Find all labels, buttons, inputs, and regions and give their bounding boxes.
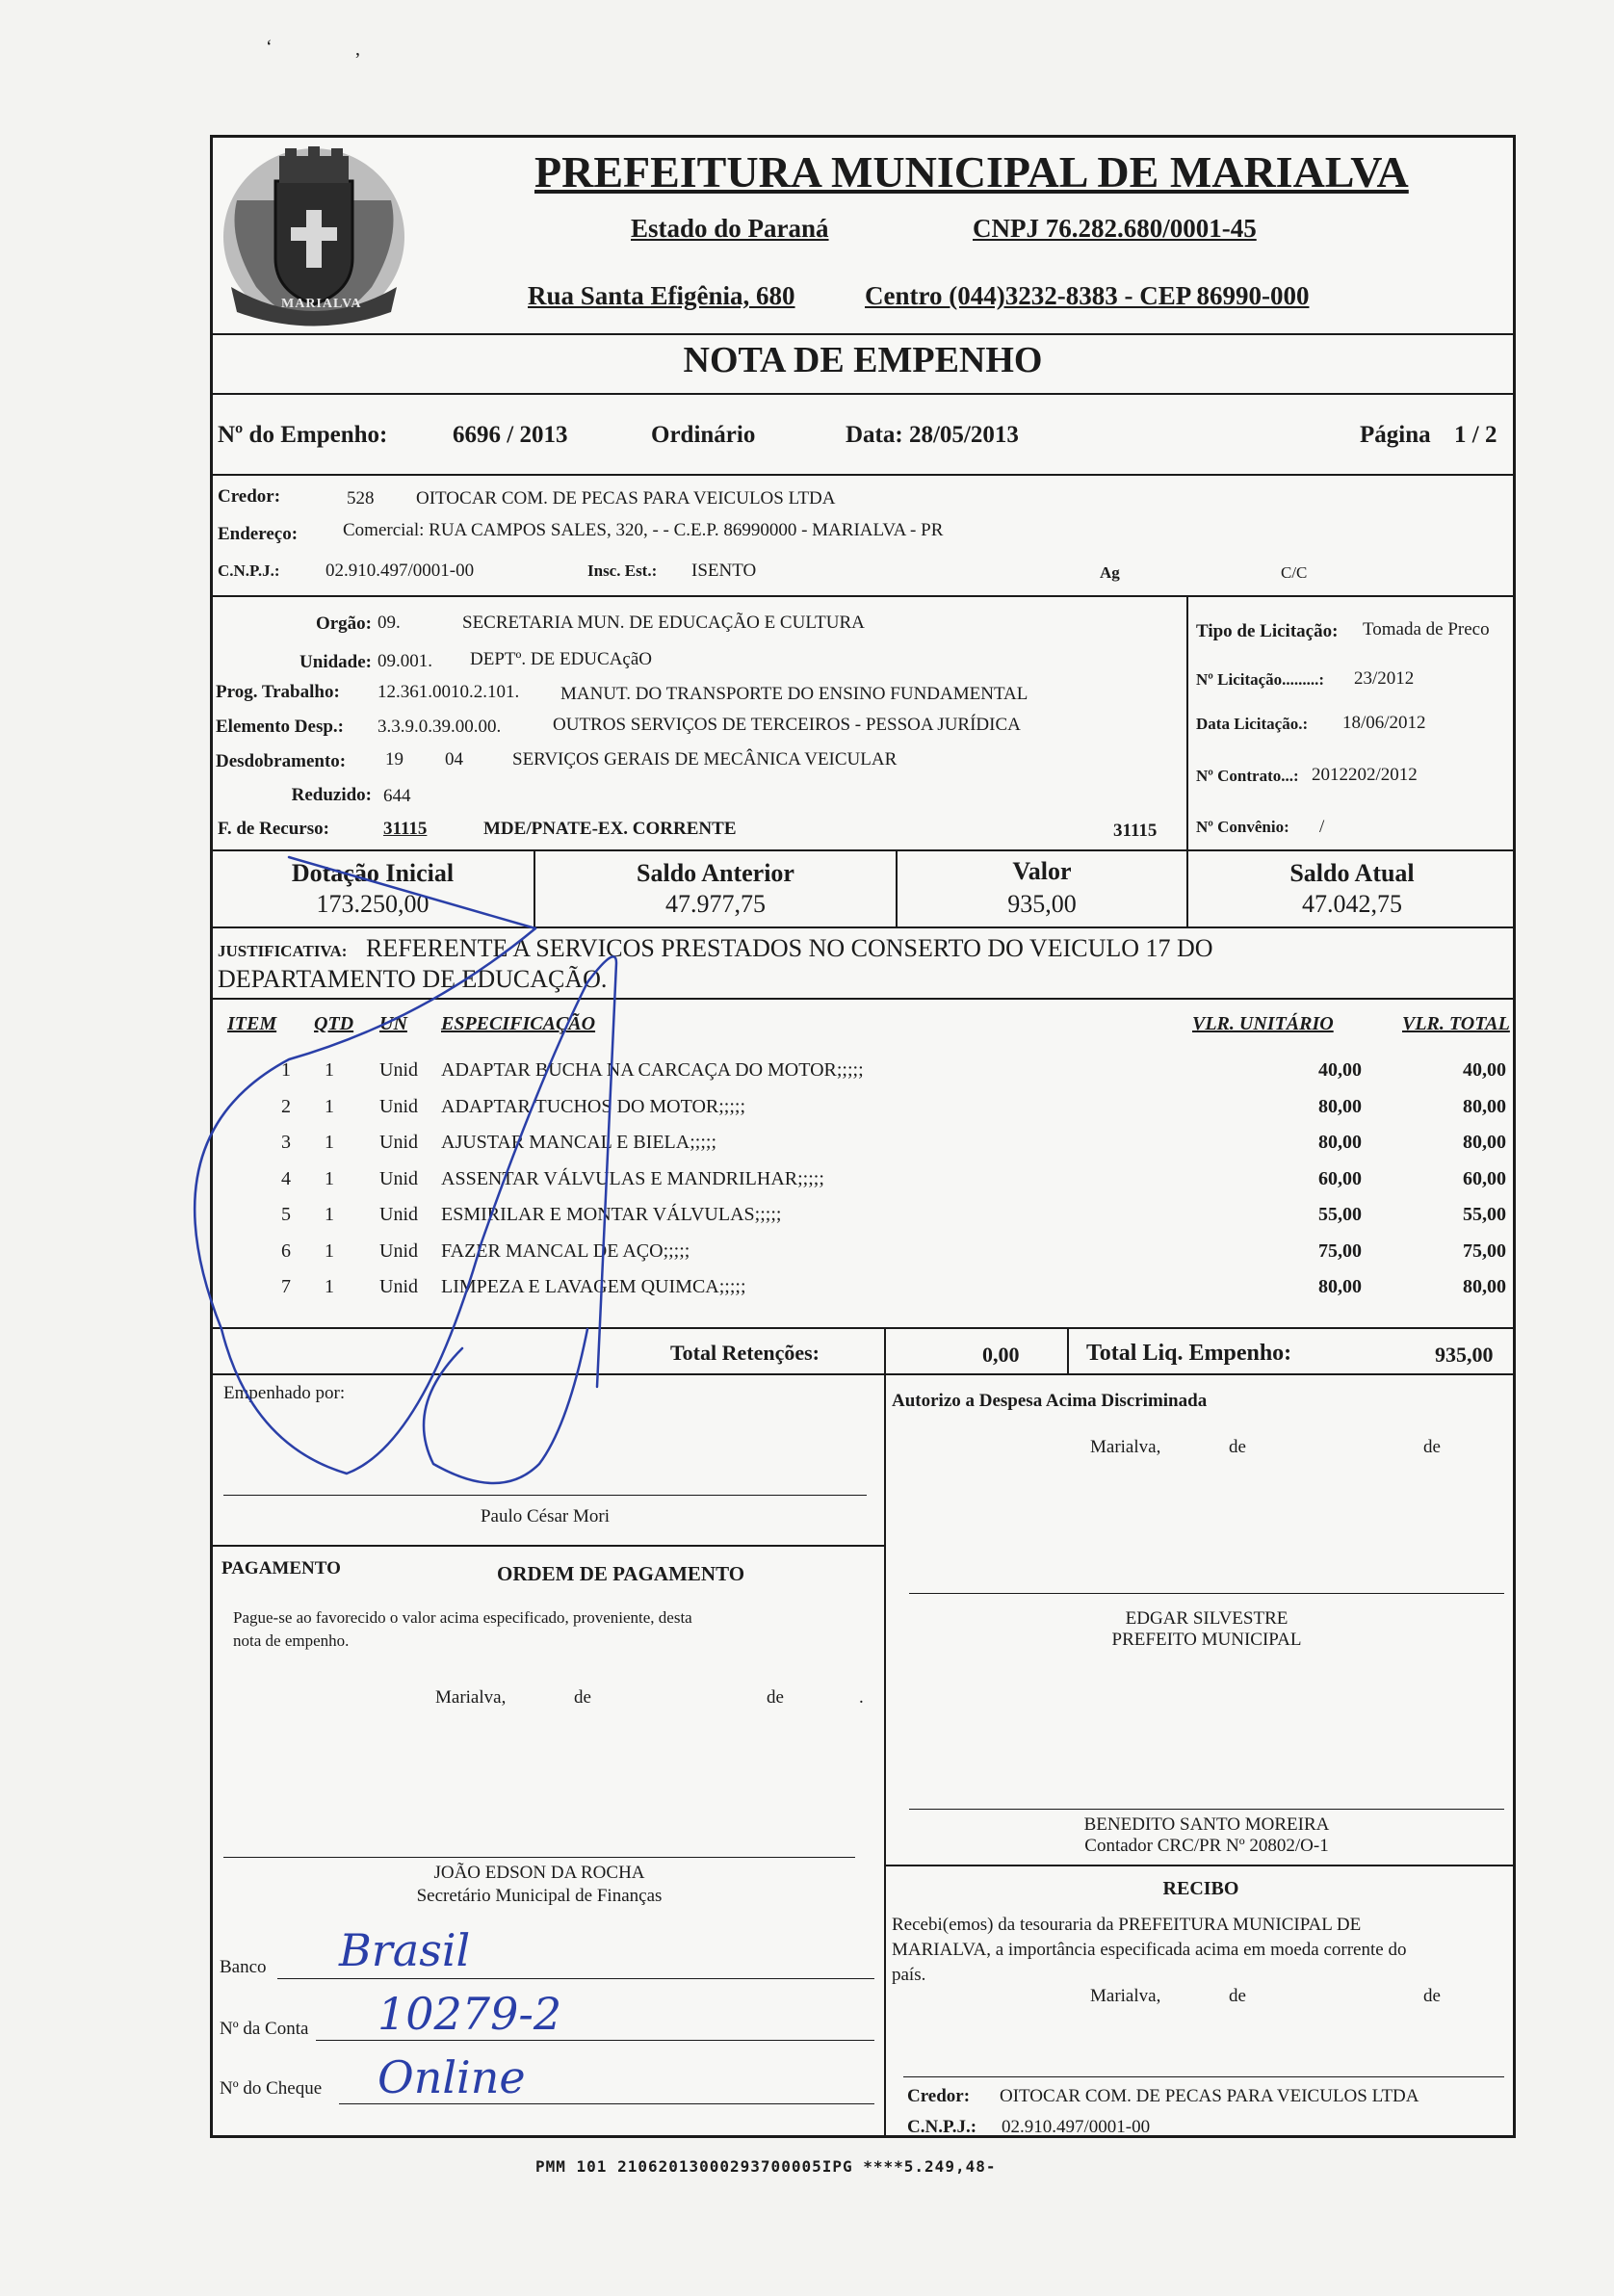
item-number: 7 xyxy=(281,1276,291,1297)
credor-code: 528 xyxy=(347,488,375,509)
item-qty: 1 xyxy=(325,1167,334,1189)
item-number: 2 xyxy=(281,1095,291,1117)
header-cnpj: CNPJ 76.282.680/0001-45 xyxy=(973,214,1257,243)
recibo-text-3: país. xyxy=(892,1965,926,1985)
prefeito-title: PREFEITO MUNICIPAL xyxy=(1111,1630,1302,1650)
item-qty: 1 xyxy=(325,1239,334,1262)
saldo-atual-value: 47.042,75 xyxy=(1302,890,1402,918)
item-qty: 1 xyxy=(325,1059,334,1081)
insc-label: Insc. Est.: xyxy=(587,561,658,580)
unidade-code: 09.001. xyxy=(377,651,432,671)
recibo-text-1: Recebi(emos) da tesouraria da PREFEITURA MUNICIPAL DE xyxy=(892,1915,1362,1935)
justificativa-line2: DEPARTAMENTO DE EDUCAÇÃO. xyxy=(218,965,608,993)
desdobramento-code: 19 xyxy=(385,749,404,770)
item-total: 80,00 xyxy=(1463,1095,1506,1117)
reduzido-label: Reduzido: xyxy=(291,785,372,805)
cnpj-value: 02.910.497/0001-00 xyxy=(325,561,475,581)
item-unit: Unid xyxy=(379,1167,418,1189)
item-number: 3 xyxy=(281,1132,291,1153)
secretario-title: Secretário Municipal de Finanças xyxy=(416,1886,663,1906)
licitacao-number-label: Nº Licitação.........: xyxy=(1196,670,1325,689)
justificativa-label: JUSTIFICATIVA: xyxy=(218,942,348,960)
credor-label: Credor: xyxy=(218,486,281,507)
item-total: 55,00 xyxy=(1463,1204,1506,1225)
contador-title: Contador CRC/PR Nº 20802/O-1 xyxy=(1084,1836,1329,1856)
pagamento-city: Marialva, xyxy=(435,1687,507,1708)
item-unit: Unid xyxy=(379,1132,418,1153)
recibo-de2: de xyxy=(1423,1986,1441,2006)
recibo-de1: de xyxy=(1229,1986,1246,2006)
total-liquido-label: Total Liq. Empenho: xyxy=(1086,1341,1292,1366)
item-unit-price: 80,00 xyxy=(1318,1276,1362,1297)
desdobramento-name: SERVIÇOS GERAIS DE MECÂNICA VEICULAR xyxy=(512,749,898,770)
item-unit: Unid xyxy=(379,1204,418,1225)
page-label: Página xyxy=(1360,422,1431,448)
convenio-label: Nº Convênio: xyxy=(1196,818,1289,836)
empenhado-label: Empenhado por: xyxy=(223,1383,346,1403)
empenho-date: Data: 28/05/2013 xyxy=(846,422,1019,448)
prog-name: MANUT. DO TRANSPORTE DO ENSINO FUNDAMENTAL xyxy=(560,684,1028,704)
elemento-code: 3.3.9.0.39.00.00. xyxy=(377,717,502,737)
pagamento-dot: . xyxy=(859,1687,864,1708)
conta-label: Nº da Conta xyxy=(220,2019,309,2039)
item-description: FAZER MANCAL DE AÇO;;;;; xyxy=(441,1239,690,1262)
item-total: 40,00 xyxy=(1463,1059,1506,1081)
banco-label: Banco xyxy=(220,1957,267,1977)
cc-label: C/C xyxy=(1281,563,1308,582)
ordem-pagamento-label: ORDEM DE PAGAMENTO xyxy=(497,1562,745,1585)
endereco-value: Comercial: RUA CAMPOS SALES, 320, - - C.E.P. 86990000 - MARIALVA - PR xyxy=(343,520,944,540)
prefeito-name: EDGAR SILVESTRE xyxy=(1125,1608,1289,1629)
pagamento-text-1: Pague-se ao favorecido o valor acima especificado, proveniente, desta xyxy=(233,1608,692,1627)
header-address-tail: Centro (044)3232-8383 - CEP 86990-000 xyxy=(865,281,1310,310)
autorizo-de2: de xyxy=(1423,1437,1441,1457)
item-unit: Unid xyxy=(379,1239,418,1262)
recibo-credor-label: Credor: xyxy=(907,2086,971,2106)
desdobramento-label: Desdobramento: xyxy=(216,751,347,771)
item-description: ADAPTAR TUCHOS DO MOTOR;;;;; xyxy=(441,1095,746,1117)
recibo-credor: OITOCAR COM. DE PECAS PARA VEICULOS LTDA xyxy=(1000,2086,1419,2106)
unidade-label: Unidade: xyxy=(299,652,372,672)
secretario-name: JOÃO EDSON DA ROCHA xyxy=(433,1863,645,1883)
orgao-name: SECRETARIA MUN. DE EDUCAÇÃO E CULTURA xyxy=(462,613,865,633)
item-unit: Unid xyxy=(379,1059,418,1081)
pagamento-label: PAGAMENTO xyxy=(221,1558,341,1578)
licitacao-number: 23/2012 xyxy=(1354,668,1415,689)
item-unit-price: 80,00 xyxy=(1318,1095,1362,1117)
item-qty: 1 xyxy=(325,1095,334,1117)
seal-ribbon-text: MARIALVA xyxy=(281,297,362,311)
pagamento-de1: de xyxy=(574,1687,591,1708)
recibo-cnpj-label: C.N.P.J.: xyxy=(907,2117,977,2137)
recibo-label: RECIBO xyxy=(1162,1878,1239,1899)
item-description: ESMIRILAR E MONTAR VÁLVULAS;;;;; xyxy=(441,1204,782,1225)
prog-label: Prog. Trabalho: xyxy=(216,682,340,702)
reduzido-value: 644 xyxy=(383,786,411,806)
fonte-code: 31115 xyxy=(383,819,428,839)
elemento-label: Elemento Desp.: xyxy=(216,717,344,737)
item-unit: Unid xyxy=(379,1276,418,1297)
header-title: PREFEITURA MUNICIPAL DE MARIALVA xyxy=(534,147,1409,196)
scan-mark: ‚ xyxy=(354,39,361,60)
item-qty: 1 xyxy=(325,1204,334,1225)
item-unit-price: 80,00 xyxy=(1318,1132,1362,1153)
licitacao-type-label: Tipo de Licitação: xyxy=(1196,621,1339,641)
empenhado-name: Paulo César Mori xyxy=(480,1506,611,1526)
insc-value: ISENTO xyxy=(691,561,757,581)
unidade-name: DEPTº. DE EDUCAçãO xyxy=(470,649,652,669)
cheque-handwritten: Online xyxy=(377,2051,526,2103)
pagamento-de2: de xyxy=(767,1687,784,1708)
total-liquido-value: 935,00 xyxy=(1435,1343,1494,1367)
col-vtotal: VLR. TOTAL xyxy=(1402,1013,1510,1034)
item-unit: Unid xyxy=(379,1095,418,1117)
col-un: UN xyxy=(379,1013,407,1034)
contador-name: BENEDITO SANTO MOREIRA xyxy=(1083,1814,1330,1835)
licitacao-type: Tomada de Preco xyxy=(1363,619,1490,639)
fonte-label: F. de Recurso: xyxy=(218,819,329,839)
item-description: LIMPEZA E LAVAGEM QUIMCA;;;;; xyxy=(441,1276,746,1297)
page-number: 1 / 2 xyxy=(1454,422,1497,448)
pagamento-text-2: nota de empenho. xyxy=(233,1631,350,1650)
col-qtd: QTD xyxy=(314,1013,354,1034)
header-address: Rua Santa Efigênia, 680 xyxy=(528,281,795,310)
licitacao-date-label: Data Licitação.: xyxy=(1196,715,1309,733)
item-number: 6 xyxy=(281,1239,291,1262)
col-espec: ESPECIFICAÇÃO xyxy=(441,1013,596,1034)
cheque-label: Nº do Cheque xyxy=(220,2078,323,2099)
recibo-text-2: MARIALVA, a importância especificada acima em moeda corrente do xyxy=(892,1940,1407,1960)
item-unit-price: 40,00 xyxy=(1318,1059,1362,1081)
total-retencoes-label: Total Retenções: xyxy=(670,1341,820,1365)
valor-label: Valor xyxy=(1012,857,1072,885)
credor-name: OITOCAR COM. DE PECAS PARA VEICULOS LTDA xyxy=(416,488,836,509)
empenho-type: Ordinário xyxy=(651,422,756,448)
item-description: AJUSTAR MANCAL E BIELA;;;;; xyxy=(441,1132,716,1153)
empenho-number: 6696 / 2013 xyxy=(453,422,568,448)
item-number: 1 xyxy=(281,1059,291,1081)
banco-handwritten: Brasil xyxy=(339,1924,471,1976)
item-total: 75,00 xyxy=(1463,1239,1506,1262)
empenho-number-label: Nº do Empenho: xyxy=(218,422,388,448)
item-qty: 1 xyxy=(325,1132,334,1153)
scan-mark: ‘ xyxy=(266,37,273,58)
endereco-label: Endereço: xyxy=(218,524,299,544)
col-item: ITEM xyxy=(227,1013,277,1034)
item-unit-price: 75,00 xyxy=(1318,1239,1362,1262)
item-unit-price: 55,00 xyxy=(1318,1204,1362,1225)
item-number: 5 xyxy=(281,1204,291,1225)
autorizo-city: Marialva, xyxy=(1090,1437,1161,1457)
col-vunit: VLR. UNITÁRIO xyxy=(1192,1013,1334,1034)
dotacao-inicial-label: Dotação Inicial xyxy=(291,859,455,887)
saldo-anterior-label: Saldo Anterior xyxy=(637,859,794,887)
elemento-name: OUTROS SERVIÇOS DE TERCEIROS - PESSOA JURÍDICA xyxy=(553,715,1021,735)
header-state: Estado do Paraná xyxy=(631,214,829,243)
item-description: ADAPTAR BUCHA NA CARCAÇA DO MOTOR;;;;; xyxy=(441,1059,864,1081)
valor-value: 935,00 xyxy=(1007,890,1077,918)
orgao-label: Orgão: xyxy=(315,613,372,634)
licitacao-date: 18/06/2012 xyxy=(1342,713,1426,733)
item-total: 80,00 xyxy=(1463,1276,1506,1297)
fonte-code-right: 31115 xyxy=(1113,821,1158,841)
footer-machine-code: PMM 101 21062013000293700005IPG ****5.249,48- xyxy=(535,2157,997,2176)
orgao-code: 09. xyxy=(377,613,401,633)
autorizo-de1: de xyxy=(1229,1437,1246,1457)
saldo-anterior-value: 47.977,75 xyxy=(665,890,766,918)
item-number: 4 xyxy=(281,1167,291,1189)
item-total: 80,00 xyxy=(1463,1132,1506,1153)
total-retencoes-value: 0,00 xyxy=(982,1343,1020,1367)
item-unit-price: 60,00 xyxy=(1318,1167,1362,1189)
document-title: NOTA DE EMPENHO xyxy=(683,340,1043,380)
item-description: ASSENTAR VÁLVULAS E MANDRILHAR;;;;; xyxy=(441,1167,824,1189)
fonte-name: MDE/PNATE-EX. CORRENTE xyxy=(483,819,737,839)
item-qty: 1 xyxy=(325,1276,334,1297)
recibo-city: Marialva, xyxy=(1090,1986,1161,2006)
convenio-value: / xyxy=(1319,817,1325,837)
saldo-atual-label: Saldo Atual xyxy=(1289,859,1415,887)
autorizo-label: Autorizo a Despesa Acima Discriminada xyxy=(892,1391,1208,1411)
desdobramento-sub: 04 xyxy=(445,749,463,770)
recibo-cnpj: 02.910.497/0001-00 xyxy=(1002,2117,1151,2137)
cnpj-label: C.N.P.J.: xyxy=(218,561,280,580)
contrato-value: 2012202/2012 xyxy=(1312,765,1418,785)
contrato-label: Nº Contrato...: xyxy=(1196,767,1299,785)
prog-code: 12.361.0010.2.101. xyxy=(377,682,520,702)
dotacao-inicial-value: 173.250,00 xyxy=(316,890,430,918)
conta-handwritten: 10279-2 xyxy=(377,1988,562,2040)
item-total: 60,00 xyxy=(1463,1167,1506,1189)
justificativa-line1: REFERENTE A SERVICOS PRESTADOS NO CONSERTO DO VEICULO 17 DO xyxy=(366,934,1213,962)
ag-label: Ag xyxy=(1100,563,1120,582)
